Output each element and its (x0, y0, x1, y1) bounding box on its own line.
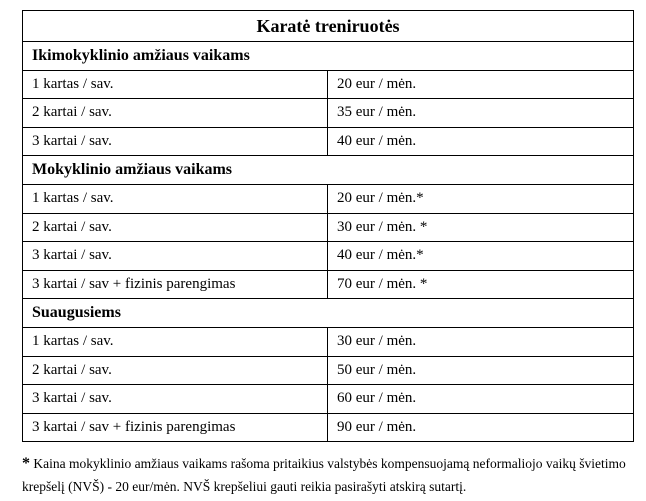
frequency-cell: 1 kartas / sav. (23, 327, 328, 356)
price-cell: 35 eur / mėn. (328, 99, 634, 128)
table-row (23, 270, 634, 299)
section-heading-adults: Suaugusiems (23, 299, 634, 328)
section-heading-row (23, 299, 634, 328)
frequency-cell: 2 kartai / sav. (23, 99, 328, 128)
price-cell: 30 eur / mėn. * (328, 213, 634, 242)
frequency-cell: 3 kartai / sav. (23, 127, 328, 156)
table-row (23, 184, 634, 213)
table-row (23, 70, 634, 99)
frequency-cell: 2 kartai / sav. (23, 356, 328, 385)
table-row (23, 99, 634, 128)
table-row (23, 213, 634, 242)
frequency-cell: 3 kartai / sav. (23, 242, 328, 271)
frequency-cell: 1 kartas / sav. (23, 184, 328, 213)
section-heading-preschool: Ikimokyklinio amžiaus vaikams (23, 42, 634, 71)
price-cell: 60 eur / mėn. (328, 385, 634, 414)
footnote-marker: * (22, 455, 30, 472)
price-cell: 90 eur / mėn. (328, 413, 634, 442)
section-heading-row (23, 42, 634, 71)
footnote (22, 452, 642, 498)
price-cell: 40 eur / mėn.* (328, 242, 634, 271)
price-cell: 40 eur / mėn. (328, 127, 634, 156)
price-cell: 20 eur / mėn.* (328, 184, 634, 213)
frequency-cell: 3 kartai / sav + fizinis parengimas (23, 270, 328, 299)
section-heading-row (23, 156, 634, 185)
table-row (23, 413, 634, 442)
price-cell: 30 eur / mėn. (328, 327, 634, 356)
price-cell: 70 eur / mėn. * (328, 270, 634, 299)
section-heading-school: Mokyklinio amžiaus vaikams (23, 156, 634, 185)
frequency-cell: 1 kartas / sav. (23, 70, 328, 99)
frequency-cell: 3 kartai / sav + fizinis parengimas (23, 413, 328, 442)
price-table (22, 10, 634, 442)
table-title: Karatė treniruotės (23, 11, 634, 42)
price-cell: 20 eur / mėn. (328, 70, 634, 99)
table-title-row (23, 11, 634, 42)
table-row (23, 327, 634, 356)
price-cell: 50 eur / mėn. (328, 356, 634, 385)
frequency-cell: 3 kartai / sav. (23, 385, 328, 414)
table-row (23, 385, 634, 414)
frequency-cell: 2 kartai / sav. (23, 213, 328, 242)
table-row (23, 242, 634, 271)
table-row (23, 127, 634, 156)
footnote-text: Kaina mokyklinio amžiaus vaikams rašoma pritaikius valstybės kompensuojamą neformaliojo vaikų švietimo krepšelį (NVŠ) - 20 eur/mėn. NVŠ krepšeliui gauti reikia pasirašyti atskirą sutartį. (22, 456, 626, 494)
table-row (23, 356, 634, 385)
